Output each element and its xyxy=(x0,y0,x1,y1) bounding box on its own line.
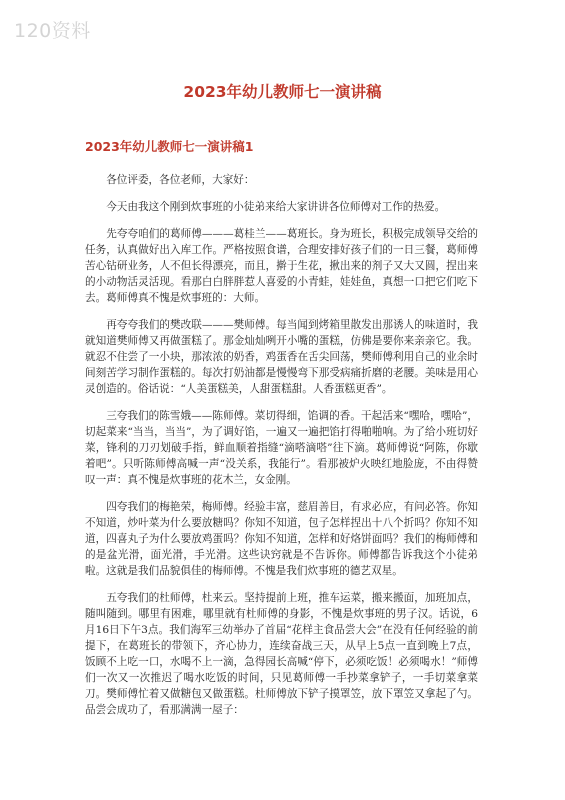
document-body xyxy=(85,172,478,729)
document-title: 2023年幼儿教师七一演讲稿 xyxy=(183,83,382,101)
watermark-logo: 120资料 xyxy=(14,20,91,42)
paragraph-intro: 今天由我这个刚到炊事班的小徒弟来给大家讲讲各位师傅对工作的热爱。 xyxy=(106,201,446,213)
paragraph-chen: 三夸我们的陈雪娥——陈师傅。菜切得细，馅调的香。干起活来“嘿哈，嘿哈”，切起菜来“当当，当当”，为了调好馅，一遍又一遍把馅打得啪啪响。为了给小班切好菜，锋利的刀刃划破手指，鲜血顺着指缝“滴嗒滴嗒”往下滴。葛师傅说“阿陈，你歇着吧”。只听陈师傅高喊一声“没关系，我能行”。看那被炉火映红地脸庞，不由得赞叹一声：真不愧是炊事班的花木兰，女金刚。 xyxy=(85,410,478,486)
paragraph-ge: 先夸夸咱们的葛师傅———葛桂兰——葛班长。身为班长，积极完成领导交给的任务，认真做好出入库工作。严格按照食谱，合理安排好孩子们的一日三餐，葛师傅苦心钻研业务，人不但长得漂亮，而且，擀于生花，揪出来的剂子又大又圆，捏出来的小动物活灵活现。看那白白胖胖惹人喜爱的小青蛙，娃娃鱼，真想一口把它们吃下去。葛师傅真不愧是炊事班的：大师。 xyxy=(85,228,478,304)
paragraph-mei: 四夸我们的梅艳荣，梅师傅。经验丰富，慈眉善目，有求必应，有问必答。你知不知道，炒叶菜为什么要放糖吗？你知不知道，包子怎样捏出十八个折吗？你知不知道，四喜丸子为什么要放鸡蛋吗？你知不知道，怎样和好烙饼面吗？我们的梅师傅和的是盆光滑，面光滑，手光滑。这些诀窍就是不告诉你。师傅都告诉我这个小徒弟啦。这就是我们品貌俱佳的梅师傅。不愧是我们炊事班的德艺双星。 xyxy=(85,501,478,577)
paragraph-du: 五夸我们的杜师傅，杜来云。坚持提前上班，推车运菜，搬来搬面，加班加点，随叫随到。哪里有困难，哪里就有杜师傅的身影，不愧是炊事班的男子汉。话说，6月16日下午3点。我们海军三幼举办了首届“花样主食品尝大会”在没有任何经验的前提下，在葛班长的带领下，齐心协力，连续奋战三天，从早上5点一直到晚上7点，饭顾不上吃一口，水喝不上一滴，急得园长高喊“停下，必须吃饭！必须喝水！”师傅们一次又一次推迟了喝水吃饭的时间，只见葛师傅一手抄菜拿铲子，一手切菜拿菜刀。樊师傅忙着又做糖包又做蛋糕。杜师傅放下铲子摸罩笠，放下罩笠又拿起了勺。品尝会成功了，看那满满一屋子： xyxy=(85,592,478,716)
paragraph-greeting: 各位评委，各位老师，大家好： xyxy=(106,174,255,186)
paragraph-fan: 再夸夸我们的樊改联———樊师傅。每当闻到烤箱里散发出那诱人的味道时，我就知道樊师傅又再做蛋糕了。那金灿灿咧开小嘴的蛋糕，仿佛是要你来亲亲它。我。就忍不住尝了一小块，那浓浓的奶香，鸡蛋香在舌尖回荡，樊师傅利用自己的业余时间刻苦学习制作蛋糕的。每次打奶油都是慢慢弯下那受病痛折磨的老腰。美味是用心灵创造的。俗话说：“人美蛋糕美，人甜蛋糕甜。人香蛋糕更香”。 xyxy=(85,319,478,395)
section-title: 2023年幼儿教师七一演讲稿1 xyxy=(85,139,254,154)
